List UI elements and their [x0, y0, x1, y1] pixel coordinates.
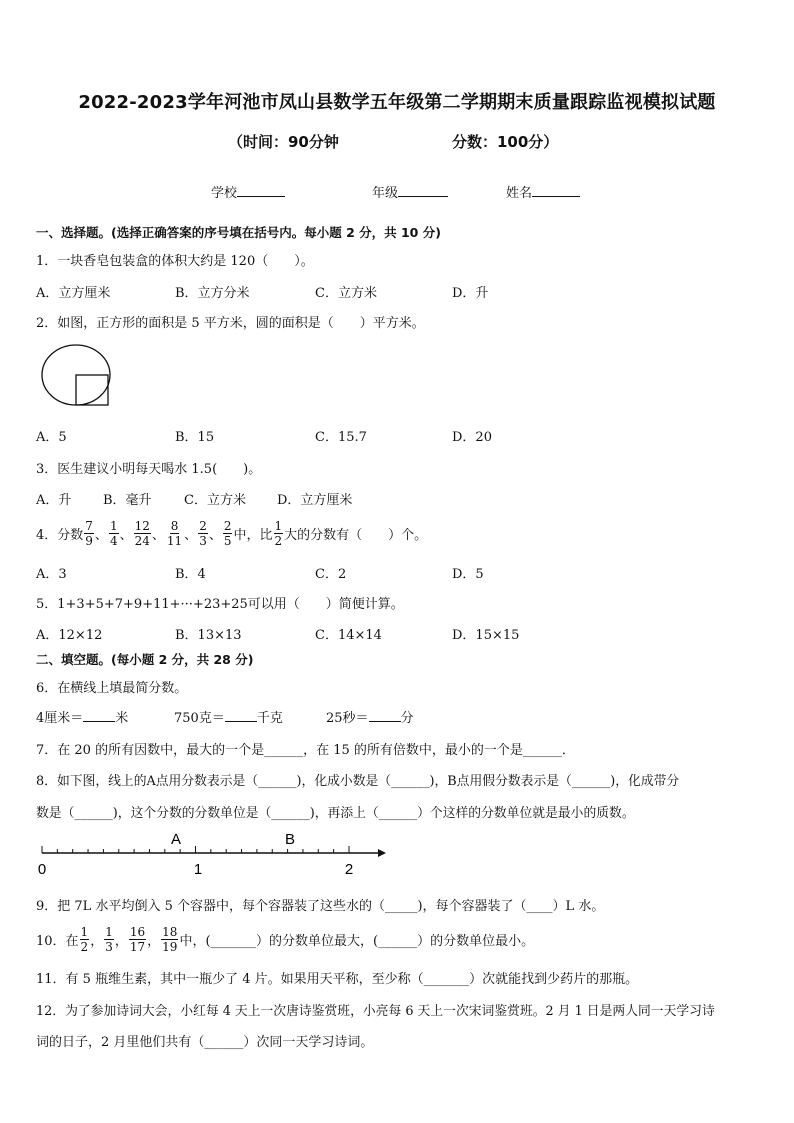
q5-option-b: B．13×13: [175, 628, 242, 643]
q4-fraction-3: [134, 519, 151, 548]
q4-frac2-den: 4: [109, 533, 118, 548]
q10-line: [36, 920, 534, 958]
q10-suffix: 中，(_______）的分数单位最大，(______）的分数单位最小。: [179, 933, 535, 949]
q4-sep: 、: [151, 527, 165, 543]
q10-frac1-num: 1: [80, 924, 89, 939]
q4-fraction-6: [223, 519, 233, 548]
q5-option-d: D．15×15: [452, 628, 520, 643]
q6-part2-blank: [225, 709, 257, 722]
name-label: 姓名: [506, 186, 533, 201]
q4-frac1-num: 7: [85, 518, 93, 533]
q4-frac3-den: 24: [134, 533, 150, 548]
q1-option-b: B．立方分米: [175, 286, 250, 301]
q4-mid: 中，比: [233, 527, 273, 543]
q8-line2: 数是（______)，这个分数的分数单位是（______)，再添上（______）个这样的分数单位就是最小的质数。: [36, 806, 635, 821]
q10-fraction-3: [129, 925, 146, 954]
time-label: （时间：90分钟: [228, 133, 339, 151]
q2-option-d: D．20: [452, 430, 492, 445]
q4-ref-den: 2: [274, 533, 283, 548]
section1-heading: 一、选择题。(选择正确答案的序号填在括号内。每小题 2 分，共 10 分): [36, 225, 441, 240]
q4-frac2-num: 1: [109, 518, 118, 533]
school-blank: [237, 184, 285, 197]
school-field: [211, 182, 285, 201]
q4-suffix: 大的分数有（ ）个。: [284, 527, 428, 543]
name-field: [506, 182, 580, 201]
q11-text: 11．有 5 瓶维生素，其中一瓶少了 4 片。如果用天平称，至少称（_______）次就能找到少药片的那瓶。: [36, 972, 639, 987]
q3-option-d: D．立方厘米: [277, 493, 353, 508]
q10-sep: ，: [114, 933, 128, 949]
q4-fraction-5: [198, 519, 208, 548]
page-title: 2022-2023学年河池市凤山县数学五年级第二学期期末质量跟踪监视模拟试题: [78, 92, 716, 113]
q6-part2-label: 750克＝: [174, 711, 225, 726]
q4-frac5-den: 3: [199, 533, 207, 548]
q4-frac4-num: 8: [170, 518, 179, 533]
q1-option-a: A．立方厘米: [36, 286, 111, 301]
q6-part3-unit: 分: [400, 711, 414, 726]
grade-field: [372, 182, 448, 201]
q6-part1-unit: 米: [115, 711, 129, 726]
tick-label-1: 1: [193, 861, 203, 878]
q6-part3: [326, 707, 414, 726]
q6-text: 6．在横线上填最简分数。: [36, 681, 188, 696]
q6-part3-label: 25秒＝: [326, 711, 369, 726]
school-label: 学校: [211, 186, 238, 201]
q8-line1: 8．如下图，线上的A点用分数表示是（______)，化成小数是（______)，B点用假分数表示是（______)，化成带分: [36, 774, 680, 789]
q4-frac5-num: 2: [199, 518, 207, 533]
q1-text: 1．一块香皂包装盒的体积大约是 120（ ）。: [36, 254, 314, 269]
grade-label: 年级: [372, 186, 399, 201]
q10-fraction-4: [161, 925, 178, 954]
q3-option-a: A．升: [36, 493, 72, 508]
q10-frac2-den: 3: [105, 939, 113, 954]
q2-option-b: B．15: [175, 430, 215, 445]
q4-fraction-4: [166, 519, 183, 548]
q2-option-a: A．5: [36, 430, 67, 445]
q4-line: [36, 514, 427, 552]
q10-frac3-den: 17: [129, 939, 146, 954]
q4-sep: 、: [94, 527, 108, 543]
q4-option-d: D．5: [452, 567, 484, 582]
q1-option-c: C．立方米: [315, 286, 377, 301]
q6-part1: [36, 707, 128, 726]
point-a-label: A: [170, 831, 182, 848]
q4-option-b: B．4: [175, 567, 206, 582]
q4-frac3-num: 12: [134, 518, 150, 533]
q10-fraction-2: [104, 925, 114, 954]
q4-sep: 、: [119, 527, 133, 543]
point-b-label: B: [284, 831, 296, 848]
q4-option-c: C．2: [315, 567, 347, 582]
q10-frac3-num: 16: [129, 924, 146, 939]
q4-ref-num: 1: [274, 518, 283, 533]
score-label: 分数：100分）: [452, 133, 559, 151]
q5-text: 5．1+3+5+7+9+11+···+23+25可以用（ ）简便计算。: [36, 597, 404, 612]
q7-text: 7．在 20 的所有因数中，最大的一个是______，在 15 的所有倍数中，最小的一个是______．: [36, 743, 575, 758]
q10-sep: ，: [147, 933, 161, 949]
q3-option-b: B．毫升: [103, 493, 152, 508]
tick-label-2: 2: [344, 861, 354, 878]
q6-part1-label: 4厘米＝: [36, 711, 84, 726]
q4-fraction-1: [84, 519, 94, 548]
q2-option-c: C．15.7: [315, 430, 367, 445]
q10-sep: ，: [90, 933, 104, 949]
q10-prefix: 10．在: [36, 933, 79, 949]
q10-frac4-den: 19: [162, 939, 178, 954]
circle-square-figure: [38, 342, 118, 408]
q3-option-c: C．立方米: [184, 493, 246, 508]
q5-option-c: C．14×14: [315, 628, 382, 643]
q10-frac2-num: 1: [105, 924, 113, 939]
q4-sep: 、: [208, 527, 222, 543]
q6-part2-unit: 千克: [256, 711, 283, 726]
q4-option-a: A．3: [36, 567, 67, 582]
q6-part2: [174, 707, 283, 726]
q4-prefix: 4．分数: [36, 527, 84, 543]
q12-line1: 12．为了参加诗词大会，小红每 4 天上一次唐诗鉴赏班，小亮每 6 天上一次宋词鉴赏班。2 月 1 日是两人同一天学习诗: [36, 1004, 715, 1019]
number-line: [34, 828, 390, 880]
q10-frac1-den: 2: [80, 939, 89, 954]
q6-part3-blank: [369, 709, 401, 722]
arrow-icon: [378, 849, 386, 857]
tick-label-0: 0: [37, 861, 47, 878]
q12-line2: 词的日子，2 月里他们共有（______）次同一天学习诗词。: [36, 1035, 374, 1050]
q10-fraction-1: [80, 925, 90, 954]
q4-frac6-num: 2: [223, 518, 232, 533]
q5-option-a: A．12×12: [36, 628, 103, 643]
q4-sep: 、: [184, 527, 198, 543]
q2-text: 2．如图，正方形的面积是 5 平方米，圆的面积是（ ）平方米。: [36, 316, 425, 331]
name-blank: [532, 184, 580, 197]
q3-text: 3．医生建议小明每天喝水 1.5( )。: [36, 462, 262, 477]
q4-frac1-den: 9: [85, 533, 93, 548]
q4-ref-fraction: [274, 519, 284, 548]
q4-frac6-den: 5: [223, 533, 232, 548]
section2-heading: 二、填空题。(每小题 2 分，共 28 分): [36, 652, 254, 667]
q10-frac4-num: 18: [162, 924, 178, 939]
grade-blank: [398, 184, 448, 197]
q4-fraction-2: [109, 519, 119, 548]
q6-part1-blank: [83, 709, 115, 722]
q4-frac4-den: 11: [166, 533, 183, 548]
q1-option-d: D．升: [452, 286, 489, 301]
q9-text: 9．把 7L 水平均倒入 5 个容器中，每个容器装了这些水的（_____)，每个容器装了（____）L 水。: [36, 899, 605, 914]
